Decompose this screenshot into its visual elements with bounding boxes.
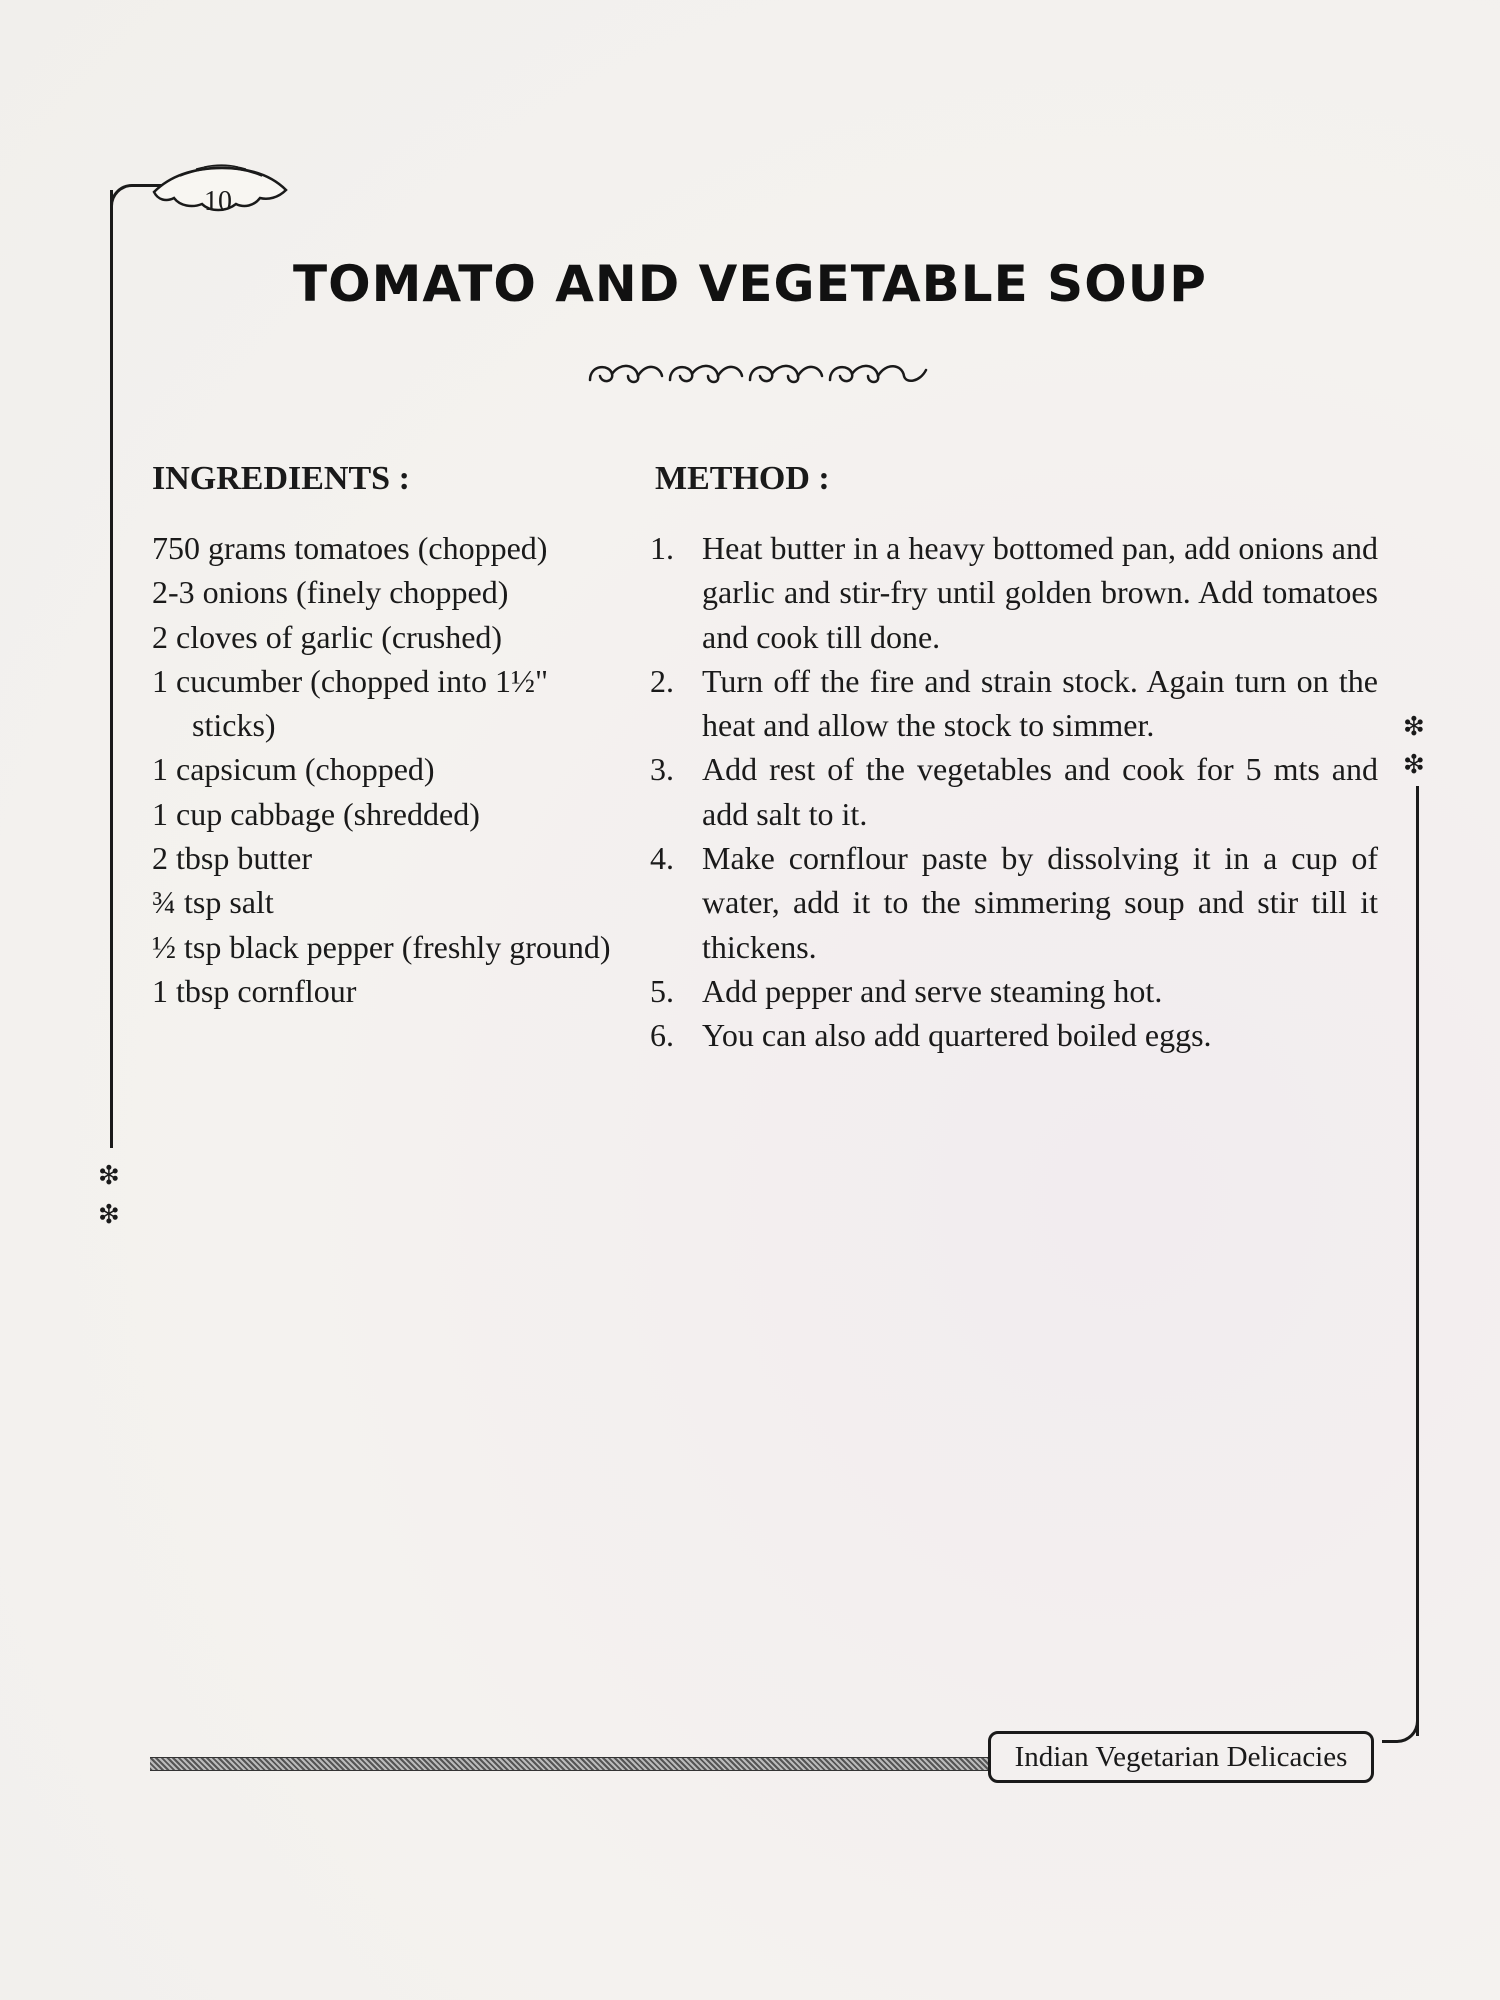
method-step	[650, 1013, 1378, 1057]
ingredient-item: 1 tbsp cornflour	[152, 972, 357, 1009]
step-text: Turn off the fire and strain stock. Again turn on the heat and allow the stock to simmer.	[702, 662, 1378, 744]
step-text: Heat butter in a heavy bottomed pan, add onions and garlic and stir-fry until golden brown. Add tomatoes and cook till done.	[702, 530, 1378, 655]
ingredient-item: ½ tsp black pepper (freshly ground)	[152, 928, 611, 965]
method-step	[650, 969, 1378, 1013]
ingredient-item: 2 tbsp butter	[152, 840, 312, 877]
step-text: You can also add quartered boiled eggs.	[702, 1017, 1212, 1054]
step-number: 5.	[650, 972, 674, 1009]
method-heading: METHOD :	[655, 460, 830, 497]
method-step	[650, 836, 1378, 969]
asterism-icon: ❇	[1403, 750, 1425, 780]
title-ornament	[580, 352, 940, 392]
step-number: 3.	[650, 751, 674, 788]
ingredient-item: 1 cucumber (chopped into 1½" sticks)	[152, 662, 549, 744]
book-title-label: Indian Vegetarian Delicacies	[988, 1731, 1374, 1783]
step-text: Add rest of the vegetables and cook for 5 mts and add salt to it.	[702, 751, 1378, 832]
step-text: Add pepper and serve steaming hot.	[702, 972, 1163, 1009]
ingredients-heading: INGREDIENTS :	[152, 460, 410, 497]
step-text: Make cornflour paste by dissolving it in a cup of water, add it to the simmering soup and stir till it thickens.	[702, 840, 1378, 965]
method-steps	[650, 526, 1378, 1058]
ingredients-list	[152, 526, 632, 1013]
asterism-icon: ❇	[98, 1200, 120, 1230]
right-border-rule	[1416, 786, 1419, 1736]
ingredient-item: 2-3 onions (finely chopped)	[152, 574, 509, 611]
footer-hatched-bar	[150, 1757, 990, 1771]
step-number: 6.	[650, 1017, 674, 1054]
ingredient-item: 750 grams tomatoes (chopped)	[152, 530, 548, 566]
method-step	[650, 526, 1378, 659]
asterism-icon: ❇	[98, 1161, 120, 1191]
step-number: 2.	[650, 662, 674, 699]
left-border-rule	[110, 190, 113, 1148]
asterism-icon: ❇	[1403, 712, 1425, 742]
step-number: 1.	[650, 530, 674, 566]
ingredient-item: ¾ tsp salt	[152, 884, 274, 921]
recipe-title: TOMATO AND VEGETABLE SOUP	[293, 255, 1207, 313]
ingredient-item: 1 cup cabbage (shredded)	[152, 795, 480, 832]
method-step	[650, 659, 1378, 748]
page-number-shell	[150, 156, 290, 226]
ingredient-item: 2 cloves of garlic (crushed)	[152, 618, 503, 655]
page-number: 10	[204, 186, 232, 217]
ingredient-item: 1 capsicum (chopped)	[152, 751, 435, 788]
step-number: 4.	[650, 840, 674, 877]
method-step	[650, 747, 1378, 836]
right-border-hook	[1382, 1712, 1419, 1743]
